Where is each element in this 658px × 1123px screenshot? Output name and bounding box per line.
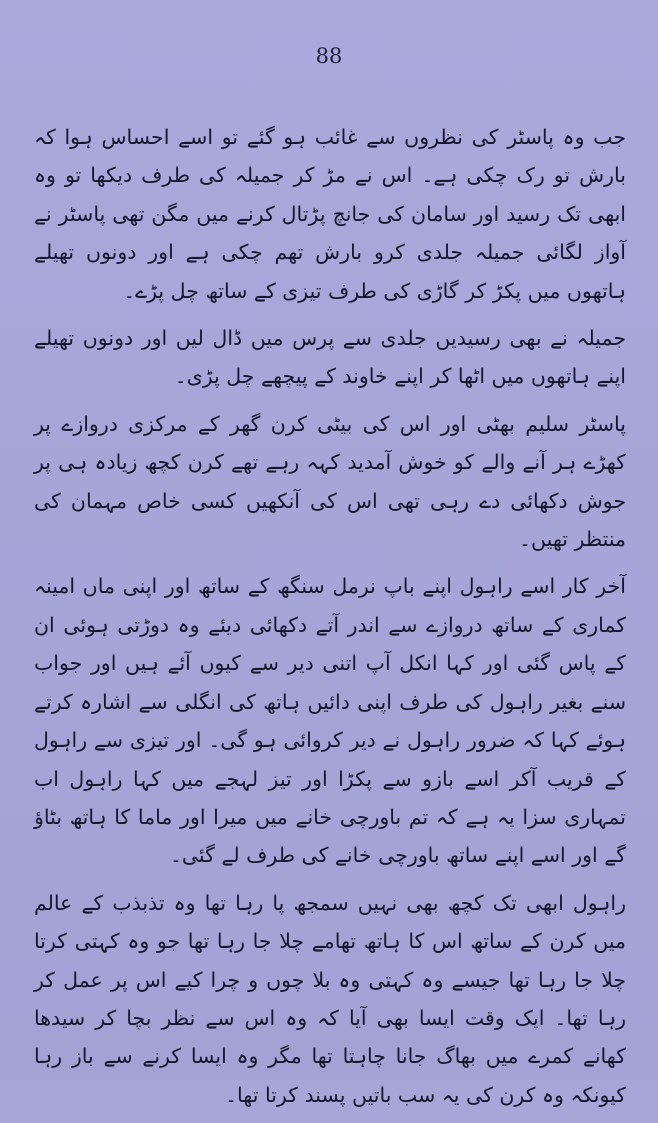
paragraph-5: راہول ابھی تک کچھ بھی نہیں سمجھ پا رہا تھا وہ تذبذب کے عالم میں کرن کے ساتھ اس کا ہاتھ تھامے چلا جا رہا تھا جو وہ کہتی کرتا چلا جا رہا تھا جیسے وہ کہتی وہ بلا چوں و چرا کیے اس پر عمل کر رہا تھا۔ ایک وقت ایسا بھی آیا کہ وہ اس سے نظر بچا کر سیدھا کھانے کمرے میں بھاگ جانا چاہتا تھا مگر وہ ایسا کرنے سے باز رہا کیونکہ وہ کرن کی یہ سب باتیں پسند کرتا تھا۔ <box>34 890 626 1107</box>
page-body <box>34 118 626 1123</box>
paragraph-2: جمیلہ نے بھی رسیدیں جلدی سے پرس میں ڈال لیں اور دونوں تھیلے اپنے ہاتھوں میں اٹھا کر اپنے خاوند کے پیچھے چل پڑی۔ <box>34 326 626 389</box>
paragraph-3: پاسٹر سلیم بھٹی اور اس کی بیٹی کرن گھر کے مرکزی دروازے پر کھڑے ہر آنے والے کو خوش آمدید کہہ رہے تھے کرن کچھ زیادہ ہی پر جوش دکھائی دے رہی تھی اس کی آنکھیں کسی خاص مہمان کی منتظر تھیں۔ <box>34 411 626 552</box>
paragraph-1: جب وہ پاسٹر کی نظروں سے غائب ہو گئے تو اسے احساس ہوا کہ بارش تو رک چکی ہے۔ اس نے مڑ کر جمیلہ کی طرف دیکھا تو وہ ابھی تک رسید اور سامان کی جانچ پڑتال کرنے میں مگن تھی پاسٹر نے آواز لگائی جمیلہ جلدی کرو بارش تھم چکی ہے اور دونوں تھیلے ہاتھوں میں پکڑ کر گاڑی کی طرف تیزی کے ساتھ چل پڑے۔ <box>34 125 626 303</box>
paragraph-4: آخر کار اسے راہول اپنے باپ نرمل سنگھ کے ساتھ اور اپنی ماں امینہ کماری کے ساتھ دروازے سے اندر آتے دکھائی دیئے وہ دوڑتی ہوئی ان کے پاس گئی اور کہا انکل آپ اتنی دیر سے کیوں آئے ہیں اور جواب سنے بغیر راہول کی طرف اپنی دائیں ہاتھ کی انگلی سے اشارہ کرتے ہوئے کہا کہ ضرور راہول نے دیر کروائی ہو گی۔ اور تیزی سے راہول کے قریب آکر اسے بازو سے پکڑا اور تیز لہجے میں کہا راہول اب تمہاری سزا یہ ہے کہ تم باورچی خانے میں میرا اور ماما کا ہاتھ بٹاؤ گے اور اسے اپنے ساتھ باورچی خانے کی طرف لے گئی۔ <box>34 574 626 868</box>
page-number: 88 <box>315 44 343 68</box>
